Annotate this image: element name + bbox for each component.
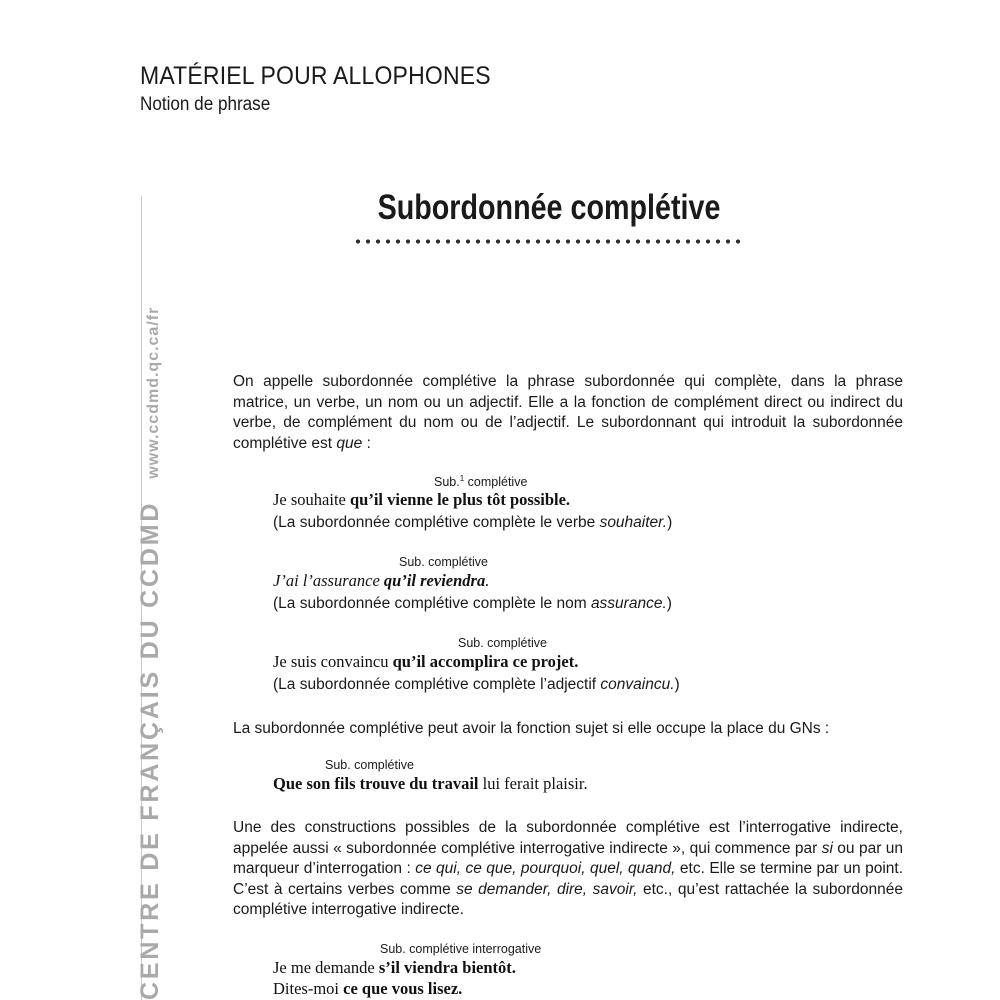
example-1-subordinate: qu’il vienne le plus tôt possible. xyxy=(349,490,571,509)
interrogative-example-line-2: Dites-moi ce que vous lisez. xyxy=(273,979,463,998)
sidebar-vertical-text xyxy=(136,307,165,1000)
subject-example-label: Sub. complétive xyxy=(325,758,414,772)
interrogative-paragraph: Une des constructions possibles de la subordonnée complétive est l’interrogative indirecte, appelée aussi « subordonnée complétive interrogative indirecte », qui commence par si ou par un marqueur d’interrogation : ce qui, ce que, pourquoi, quel, quand, etc. Elle se termine par un point. C’est à certains verbes comme se demander, dire, savoir, etc., qu’est rattachée la subordonnée complétive interrogative indirecte. xyxy=(233,819,904,918)
header-subtitle: Notion de phrase xyxy=(140,94,271,115)
header-title: MATÉRIEL POUR ALLOPHONES xyxy=(140,62,491,90)
example-2-sentence: J’ai l’assurance qu’il reviendra. xyxy=(273,571,490,590)
example-1-sentence: Je souhaite qu’il vienne le plus tôt possible. xyxy=(273,490,571,509)
intro-text-end: : xyxy=(362,434,371,452)
example-3-label: Sub. complétive xyxy=(458,636,547,650)
example-1-note: (La subordonnée complétive complète le verbe souhaiter.) xyxy=(273,514,673,531)
interrogative-example-1-subordinate: s’il viendra bientôt. xyxy=(378,958,516,977)
example-2-note: (La subordonnée complétive complète le nom assurance.) xyxy=(273,595,672,612)
example-1-label: Sub.$^1$ complétive xyxy=(434,474,528,490)
interrogative-example-line-1: Je me demande s’il viendra bientôt. xyxy=(273,958,516,977)
sidebar-brand: CENTRE DE FRANÇAIS DU CCDMD xyxy=(136,500,164,1000)
footnote-marker: 1 xyxy=(459,474,465,483)
example-2-label: Sub. complétive xyxy=(399,555,488,569)
subject-example-subordinate: Que son fils trouve du travail xyxy=(273,774,479,793)
sidebar-url: www.ccdmd.qc.ca/fr xyxy=(145,306,162,479)
example-2-subordinate: qu’il reviendra xyxy=(383,571,486,590)
subject-paragraph: La subordonnée complétive peut avoir la fonction sujet si elle occupe la place du GNs : xyxy=(233,720,830,737)
intro-text: On appelle subordonnée complétive la phrase subordonnée qui complète, dans la phrase matrice, un verbe, un nom ou un adjectif. Elle a la fonction de complément direct ou indirect du verbe, de complément du nom ou de l’adjectif. Le subordonnant qui introduit la subordonnée complétive est xyxy=(233,373,903,452)
interrogative-example-2-subordinate: ce que vous lisez. xyxy=(343,979,463,998)
example-3-note: (La subordonnée complétive complète l’adjectif convaincu.) xyxy=(273,676,680,693)
example-3-subordinate: qu’il accomplira ce projet. xyxy=(392,652,579,671)
subject-example-sentence: Que son fils trouve du travail lui ferait plaisir. xyxy=(273,774,588,793)
intro-italic-que: que xyxy=(336,434,363,452)
page-title: Subordonnée complétive xyxy=(377,188,721,227)
title-dotted-underline xyxy=(353,238,745,245)
example-3-sentence: Je suis convaincu qu’il accomplira ce projet. xyxy=(273,652,579,671)
intro-paragraph xyxy=(233,372,903,454)
interrogative-example-label: Sub. complétive interrogative xyxy=(380,942,542,956)
